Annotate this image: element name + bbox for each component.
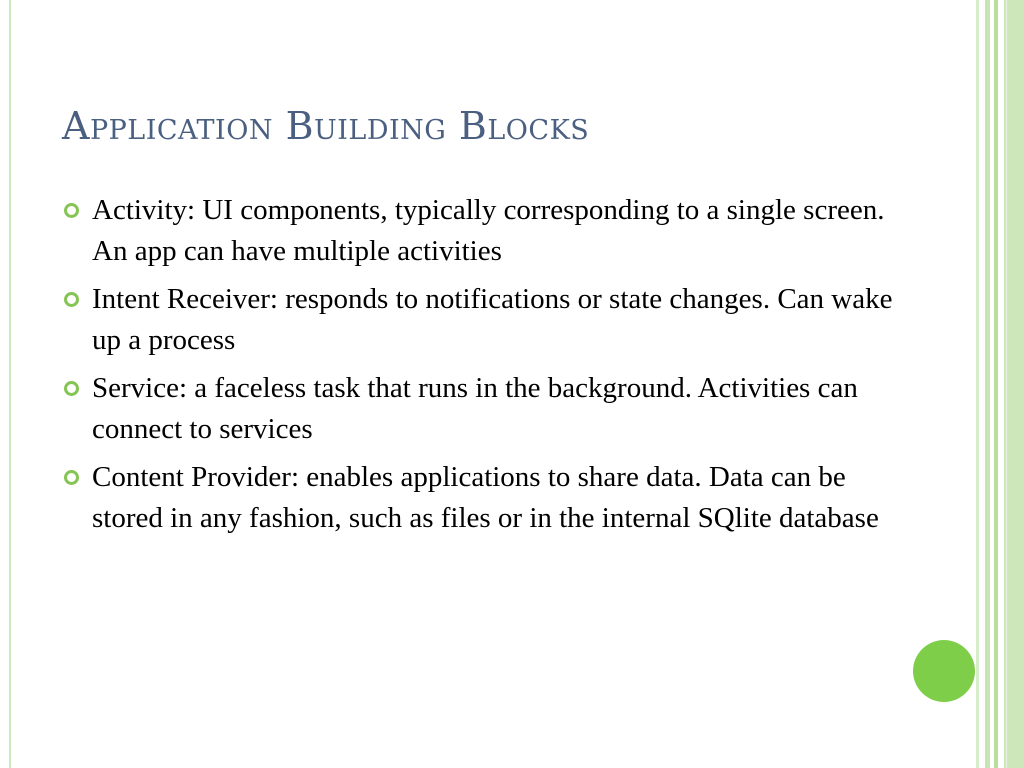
bullet-item-intent-receiver bbox=[62, 279, 902, 361]
bullet-circle-icon bbox=[64, 470, 79, 485]
bullet-item-service bbox=[62, 368, 902, 450]
bullet-item-activity bbox=[62, 190, 902, 272]
bullet-list bbox=[62, 190, 902, 546]
bullet-text: Service: a faceless task that runs in the background. Activities can connect to services bbox=[92, 372, 858, 445]
right-stripe-1 bbox=[976, 0, 979, 768]
left-frame-line bbox=[9, 0, 11, 768]
right-stripe-highlight bbox=[1006, 0, 1007, 768]
bullet-text: Intent Receiver: responds to notifications or state changes. Can wake up a process bbox=[92, 283, 893, 356]
slide-title: Application Building Blocks bbox=[62, 104, 590, 148]
right-stripe-4 bbox=[1004, 0, 1024, 768]
bullet-item-content-provider bbox=[62, 457, 902, 539]
bullet-circle-icon bbox=[64, 381, 79, 396]
bullet-text: Activity: UI components, typically corresponding to a single screen. An app can have multiple activities bbox=[92, 194, 885, 267]
right-stripe-2 bbox=[985, 0, 990, 768]
right-stripe-3 bbox=[994, 0, 998, 768]
bullet-text: Content Provider: enables applications to share data. Data can be stored in any fashion, such as files or in the internal SQlite database bbox=[92, 461, 879, 534]
bullet-circle-icon bbox=[64, 203, 79, 218]
green-circle-icon bbox=[913, 640, 975, 702]
bullet-circle-icon bbox=[64, 292, 79, 307]
